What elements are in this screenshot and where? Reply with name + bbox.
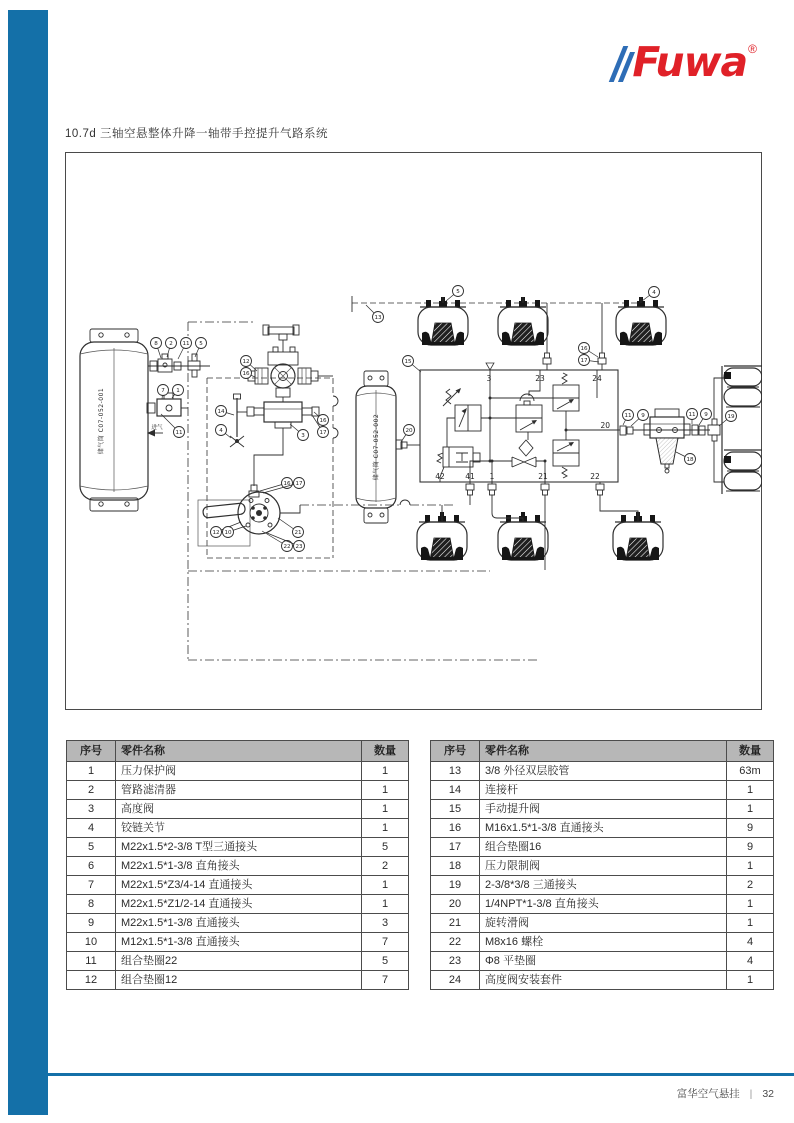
footer-separator: | <box>749 1088 753 1100</box>
part-index: 3 <box>67 800 116 819</box>
footer-rule <box>43 1073 794 1076</box>
callout-number: 13 <box>374 315 382 321</box>
table-row <box>431 781 774 800</box>
port-number: 42 <box>435 472 445 481</box>
part-qty: 3 <box>362 914 409 933</box>
part-index: 21 <box>431 914 480 933</box>
table-row <box>67 781 409 800</box>
table-row <box>431 876 774 895</box>
callout-number: 16 <box>319 418 327 424</box>
part-name: 3/8 外径双层胶管 <box>480 762 727 781</box>
port-number: 41 <box>465 472 475 481</box>
col-header-name: 零件名称 <box>480 741 727 762</box>
part-index: 9 <box>67 914 116 933</box>
part-qty: 5 <box>362 952 409 971</box>
table-row <box>431 857 774 876</box>
part-name: 管路滤清器 <box>116 781 362 800</box>
callout-number: 16 <box>242 371 250 377</box>
part-index: 20 <box>431 895 480 914</box>
part-index: 5 <box>67 838 116 857</box>
port-number: 22 <box>590 472 600 481</box>
table-row <box>431 895 774 914</box>
part-name: M22x1.5*1-3/8 直角接头 <box>116 857 362 876</box>
callout-number: 23 <box>295 544 303 550</box>
logo-wordmark: Fuwa <box>632 38 748 86</box>
fuwa-logo <box>616 40 757 84</box>
section-title: 10.7d 三轴空悬整体升降一轴带手控提升气路系统 <box>65 128 328 140</box>
part-index: 6 <box>67 857 116 876</box>
part-qty: 1 <box>727 914 774 933</box>
part-qty: 1 <box>727 800 774 819</box>
callout-number: 4 <box>652 290 656 296</box>
table-row <box>431 800 774 819</box>
part-name: 铰链关节 <box>116 819 362 838</box>
callout-number: 22 <box>283 544 291 550</box>
pneumatic-circuit-diagram <box>65 152 762 710</box>
part-index: 17 <box>431 838 480 857</box>
callout-number: 2 <box>169 341 173 347</box>
tank-left-label: 储气筒 C07-052-001 <box>98 387 105 455</box>
part-qty: 2 <box>362 857 409 876</box>
part-index: 13 <box>431 762 480 781</box>
part-qty: 4 <box>727 952 774 971</box>
part-qty: 2 <box>727 876 774 895</box>
intake-label: 进气 <box>151 425 163 431</box>
part-qty: 1 <box>362 781 409 800</box>
footer <box>677 1086 774 1101</box>
callout-number: 12 <box>212 530 220 536</box>
callout-number: 15 <box>404 359 412 365</box>
part-name: 1/4NPT*1-3/8 直角接头 <box>480 895 727 914</box>
callout-number: 21 <box>294 530 302 536</box>
part-name: M22x1.5*Z1/2-14 直通接头 <box>116 895 362 914</box>
part-qty: 9 <box>727 819 774 838</box>
callout-number: 5 <box>199 341 203 347</box>
table-row <box>431 933 774 952</box>
callout-number: 20 <box>405 428 413 434</box>
part-index: 11 <box>67 952 116 971</box>
callout-number: 11 <box>182 341 190 347</box>
callout-number: 18 <box>686 457 694 463</box>
part-index: 2 <box>67 781 116 800</box>
part-qty: 1 <box>362 800 409 819</box>
table-row <box>67 838 409 857</box>
port-number: 23 <box>535 374 545 383</box>
table-row <box>67 895 409 914</box>
part-name: 压力限制阀 <box>480 857 727 876</box>
table-row <box>67 857 409 876</box>
port-number: 1 <box>489 472 495 481</box>
callout-number: 16 <box>283 481 291 487</box>
parts-table-left <box>66 740 409 990</box>
callout-number: 10 <box>224 530 232 536</box>
part-name: 2-3/8*3/8 三通接头 <box>480 876 727 895</box>
part-index: 24 <box>431 971 480 990</box>
callout-number: 3 <box>301 433 305 439</box>
table-row <box>431 762 774 781</box>
part-index: 7 <box>67 876 116 895</box>
part-index: 22 <box>431 933 480 952</box>
footer-brand: 富华空气悬挂 <box>676 1088 740 1100</box>
part-name: 高度阀 <box>116 800 362 819</box>
part-name: 手动提升阀 <box>480 800 727 819</box>
col-header-qty: 数量 <box>362 741 409 762</box>
part-name: M22x1.5*Z3/4-14 直通接头 <box>116 876 362 895</box>
table-row <box>67 819 409 838</box>
part-index: 16 <box>431 819 480 838</box>
part-index: 23 <box>431 952 480 971</box>
callout-number: 19 <box>727 414 735 420</box>
part-qty: 7 <box>362 933 409 952</box>
part-qty: 1 <box>362 876 409 895</box>
callout-number: 4 <box>219 428 223 434</box>
callout-number: 16 <box>580 346 588 352</box>
part-qty: 1 <box>727 971 774 990</box>
callout-number: 1 <box>176 388 180 394</box>
table-row <box>67 762 409 781</box>
table-row <box>67 933 409 952</box>
callout-number: 11 <box>175 430 183 436</box>
part-index: 14 <box>431 781 480 800</box>
part-name: 组合垫圈12 <box>116 971 362 990</box>
table-row <box>67 914 409 933</box>
part-name: 压力保护阀 <box>116 762 362 781</box>
part-qty: 9 <box>727 838 774 857</box>
footer-page-number: 32 <box>762 1088 774 1100</box>
table-row <box>431 952 774 971</box>
part-name: M22x1.5*1-3/8 直通接头 <box>116 914 362 933</box>
left-accent-bar <box>8 10 48 1115</box>
callout-number: 5 <box>456 289 460 295</box>
registered-mark: ® <box>748 42 757 56</box>
callout-number: 17 <box>295 481 303 487</box>
part-qty: 1 <box>362 895 409 914</box>
part-index: 15 <box>431 800 480 819</box>
part-index: 12 <box>67 971 116 990</box>
part-qty: 1 <box>727 781 774 800</box>
part-name: 组合垫圈22 <box>116 952 362 971</box>
part-name: 高度阀安装套件 <box>480 971 727 990</box>
part-index: 10 <box>67 933 116 952</box>
col-header-index: 序号 <box>431 741 480 762</box>
part-qty: 1 <box>362 819 409 838</box>
part-qty: 1 <box>362 762 409 781</box>
callout-number: 17 <box>580 358 588 364</box>
part-qty: 1 <box>727 857 774 876</box>
table-row <box>67 800 409 819</box>
callout-number: 9 <box>704 412 708 418</box>
part-qty: 63m <box>727 762 774 781</box>
part-qty: 1 <box>727 895 774 914</box>
tank-center-label: 储气筒 C07-052-002 <box>373 413 380 481</box>
callout-number: 11 <box>688 412 696 418</box>
part-name: M22x1.5*2-3/8 T型三通接头 <box>116 838 362 857</box>
parts-table-right <box>430 740 774 990</box>
part-name: Φ8 平垫圈 <box>480 952 727 971</box>
table-row <box>431 819 774 838</box>
table-row <box>67 876 409 895</box>
callout-number: 12 <box>242 359 250 365</box>
callout-number: 11 <box>624 413 632 419</box>
part-name: 连接杆 <box>480 781 727 800</box>
part-name: M8x16 螺栓 <box>480 933 727 952</box>
part-name: M16x1.5*1-3/8 直通接头 <box>480 819 727 838</box>
port-number: 24 <box>592 374 602 383</box>
part-name: M12x1.5*1-3/8 直通接头 <box>116 933 362 952</box>
col-header-qty: 数量 <box>727 741 774 762</box>
part-name: 旋转滑阀 <box>480 914 727 933</box>
part-index: 19 <box>431 876 480 895</box>
part-name: 组合垫圈16 <box>480 838 727 857</box>
table-row <box>67 952 409 971</box>
callout-number: 14 <box>217 409 225 415</box>
callout-number: 7 <box>161 388 165 394</box>
part-qty: 4 <box>727 933 774 952</box>
port-number: 20 <box>600 421 610 430</box>
table-row <box>67 971 409 990</box>
port-number: 21 <box>538 472 548 481</box>
port-number: 3 <box>486 374 492 383</box>
col-header-name: 零件名称 <box>116 741 362 762</box>
callout-number: 9 <box>641 413 645 419</box>
col-header-index: 序号 <box>67 741 116 762</box>
part-qty: 5 <box>362 838 409 857</box>
part-index: 8 <box>67 895 116 914</box>
part-qty: 7 <box>362 971 409 990</box>
callout-number: 8 <box>154 341 158 347</box>
table-row <box>431 971 774 990</box>
table-row <box>431 838 774 857</box>
table-row <box>431 914 774 933</box>
part-index: 1 <box>67 762 116 781</box>
part-index: 4 <box>67 819 116 838</box>
callout-number: 17 <box>319 430 327 436</box>
part-index: 18 <box>431 857 480 876</box>
